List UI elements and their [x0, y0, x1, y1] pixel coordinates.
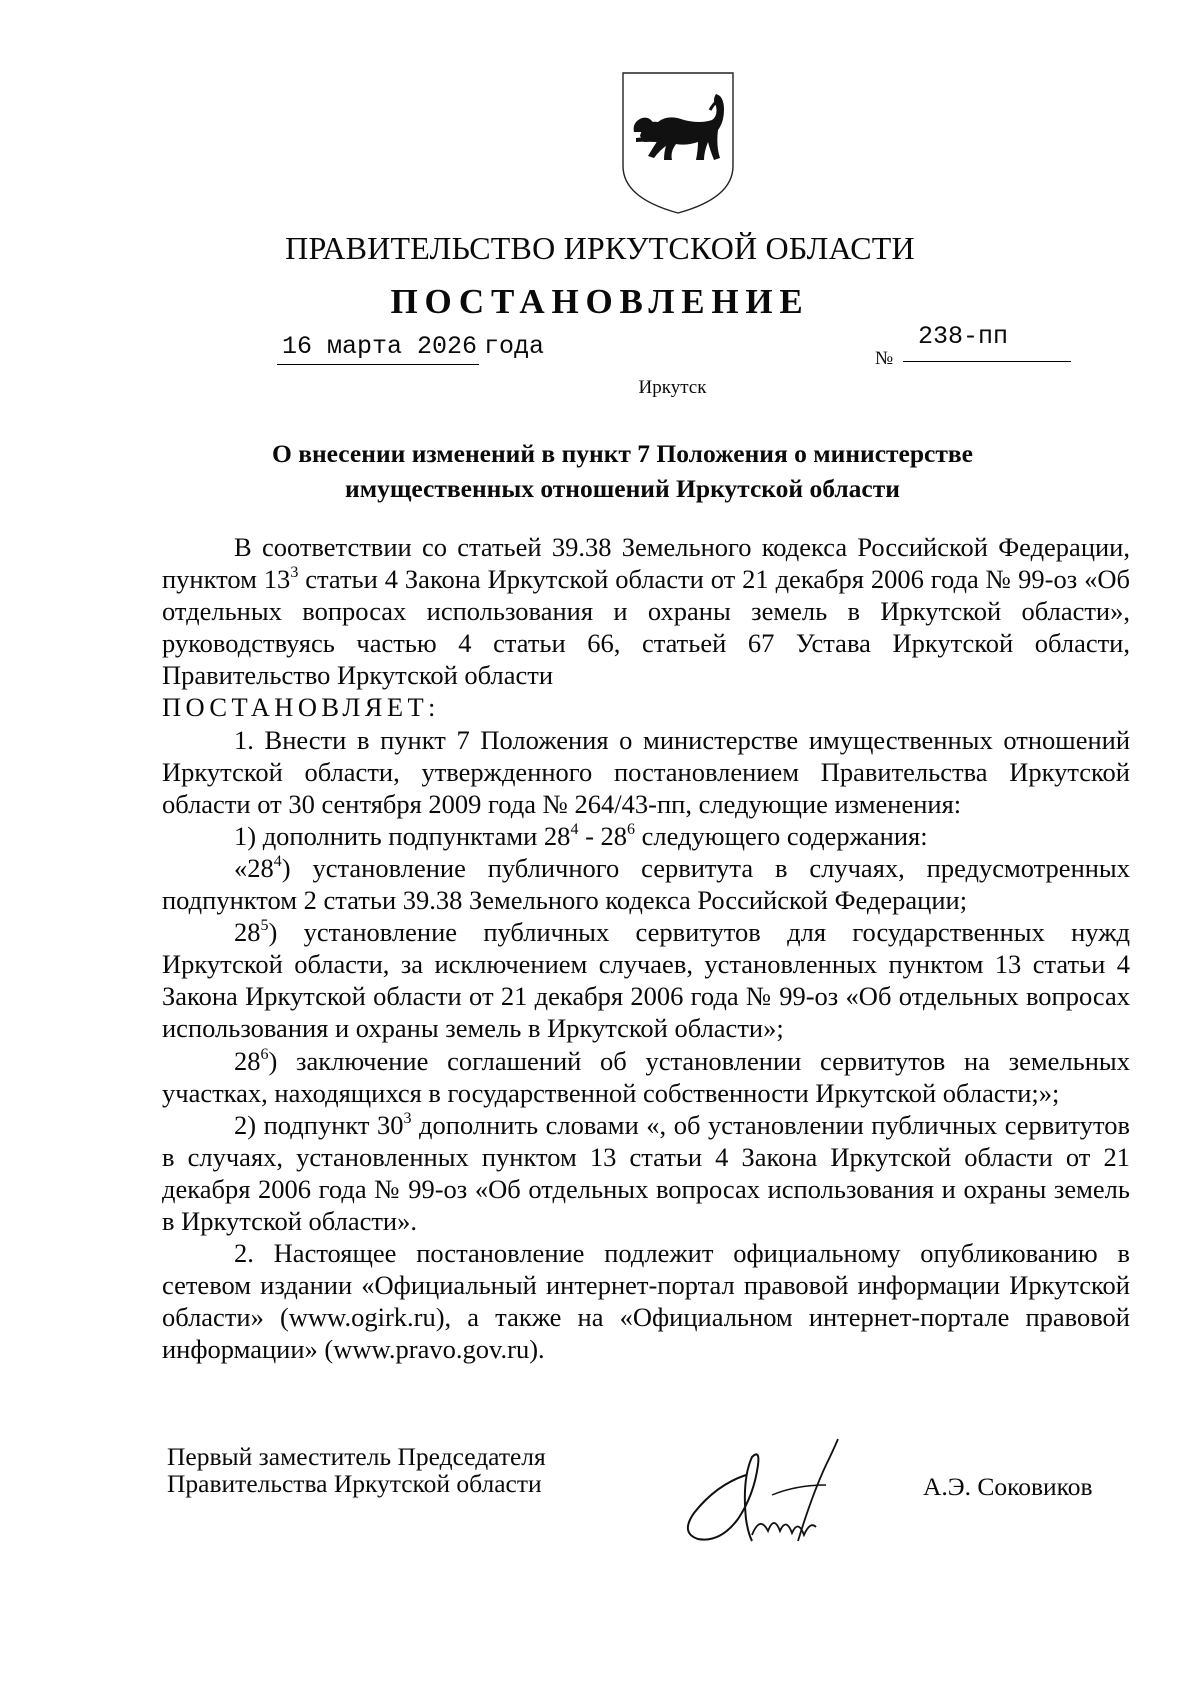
- item-1-paragraph: 1. Внести в пункт 7 Положения о министерстве имущественных отношений Иркутской области, утвержденного постановлением Правительства Иркутской области от 30 сентября 2009 года № 264/43-пп, следующие изменения:: [162, 724, 1130, 819]
- handwritten-signature-icon: [676, 1435, 876, 1560]
- document-title: [160, 436, 1085, 506]
- title-line-2: имущественных отношений Иркутской области: [345, 474, 900, 503]
- signatory-position: Первый заместитель Председателя Правительства Иркутской области: [167, 1442, 546, 1498]
- subitem-1-paragraph: 1) дополнить подпунктами $28^4 - 28^6$ следующего содержания:: [234, 820, 928, 851]
- signatory-name: А.Э. Соковиков: [923, 1472, 1093, 1501]
- preamble-paragraph: В соответствии со статьей 39.38 Земельного кодекса Российской Федерации, пунктом $13^3$ статьи 4 Закона Иркутской области от 21 декабря 2006 года № 99-оз «Об отдельных вопросах использования и охраны земель в Иркутской области», руководствуясь частью 4 статьи 66, статьей 67 Устава Иркутской области, Правительство Иркутской области: [162, 532, 1130, 691]
- point-28-6-paragraph: $28^6$) заключение соглашений об установлении сервитутов на земельных участках, находящихся в государственной собственности Иркутской области;»;: [162, 1045, 1130, 1108]
- subitem-2-paragraph: 2) подпункт $30^3$ дополнить словами «, об установлении публичных сервитутов в случаях, установленных пунктом 13 статьи 4 Закона Иркутской области от 21 декабря 2006 года № 99-оз «Об отдельных вопросах использования и охраны земель в Иркутской области».: [162, 1109, 1130, 1236]
- number-sign: №: [875, 348, 894, 369]
- document-date: 16 марта 2026: [282, 332, 478, 361]
- title-line-1: О внесении изменений в пункт 7 Положения о министерстве: [272, 439, 973, 468]
- point-28-5-paragraph: $28^5$) установление публичных сервитутов для государственных нужд Иркутской области, за исключением случаев, установленных пунктом 13 статьи 4 Закона Иркутской области от 21 декабря 2006 года № 99-оз «Об отдельных вопросах использования и охраны земель в Иркутской области»;: [162, 917, 1130, 1044]
- irkutsk-coat-of-arms-icon: [620, 70, 736, 216]
- document-body: [162, 531, 1130, 1365]
- document-type: ПОСТАНОВЛЕНИЕ: [390, 282, 810, 321]
- document-number: 238-пп: [918, 322, 1009, 351]
- government-name: ПРАВИТЕЛЬСТВО ИРКУТСКОЙ ОБЛАСТИ: [285, 230, 915, 266]
- point-28-4-paragraph: «$28^4$) установление публичного сервитута в случаях, предусмотренных подпунктом 2 статьи 39.38 Земельного кодекса Российской Федерации;: [162, 852, 1130, 916]
- city: Иркутск: [638, 377, 707, 398]
- year-word: года: [484, 332, 545, 361]
- item-2-paragraph: 2. Настоящее постановление подлежит официальному опубликованию в сетевом издании «Официальный интернет-портал правовой информации Иркутской области» (www.ogirk.ru), а также на «Официальном интернет-портале правовой информации» (www.pravo.gov.ru).: [162, 1238, 1130, 1365]
- resolves-heading: ПОСТАНОВЛЯЕТ:: [162, 692, 440, 723]
